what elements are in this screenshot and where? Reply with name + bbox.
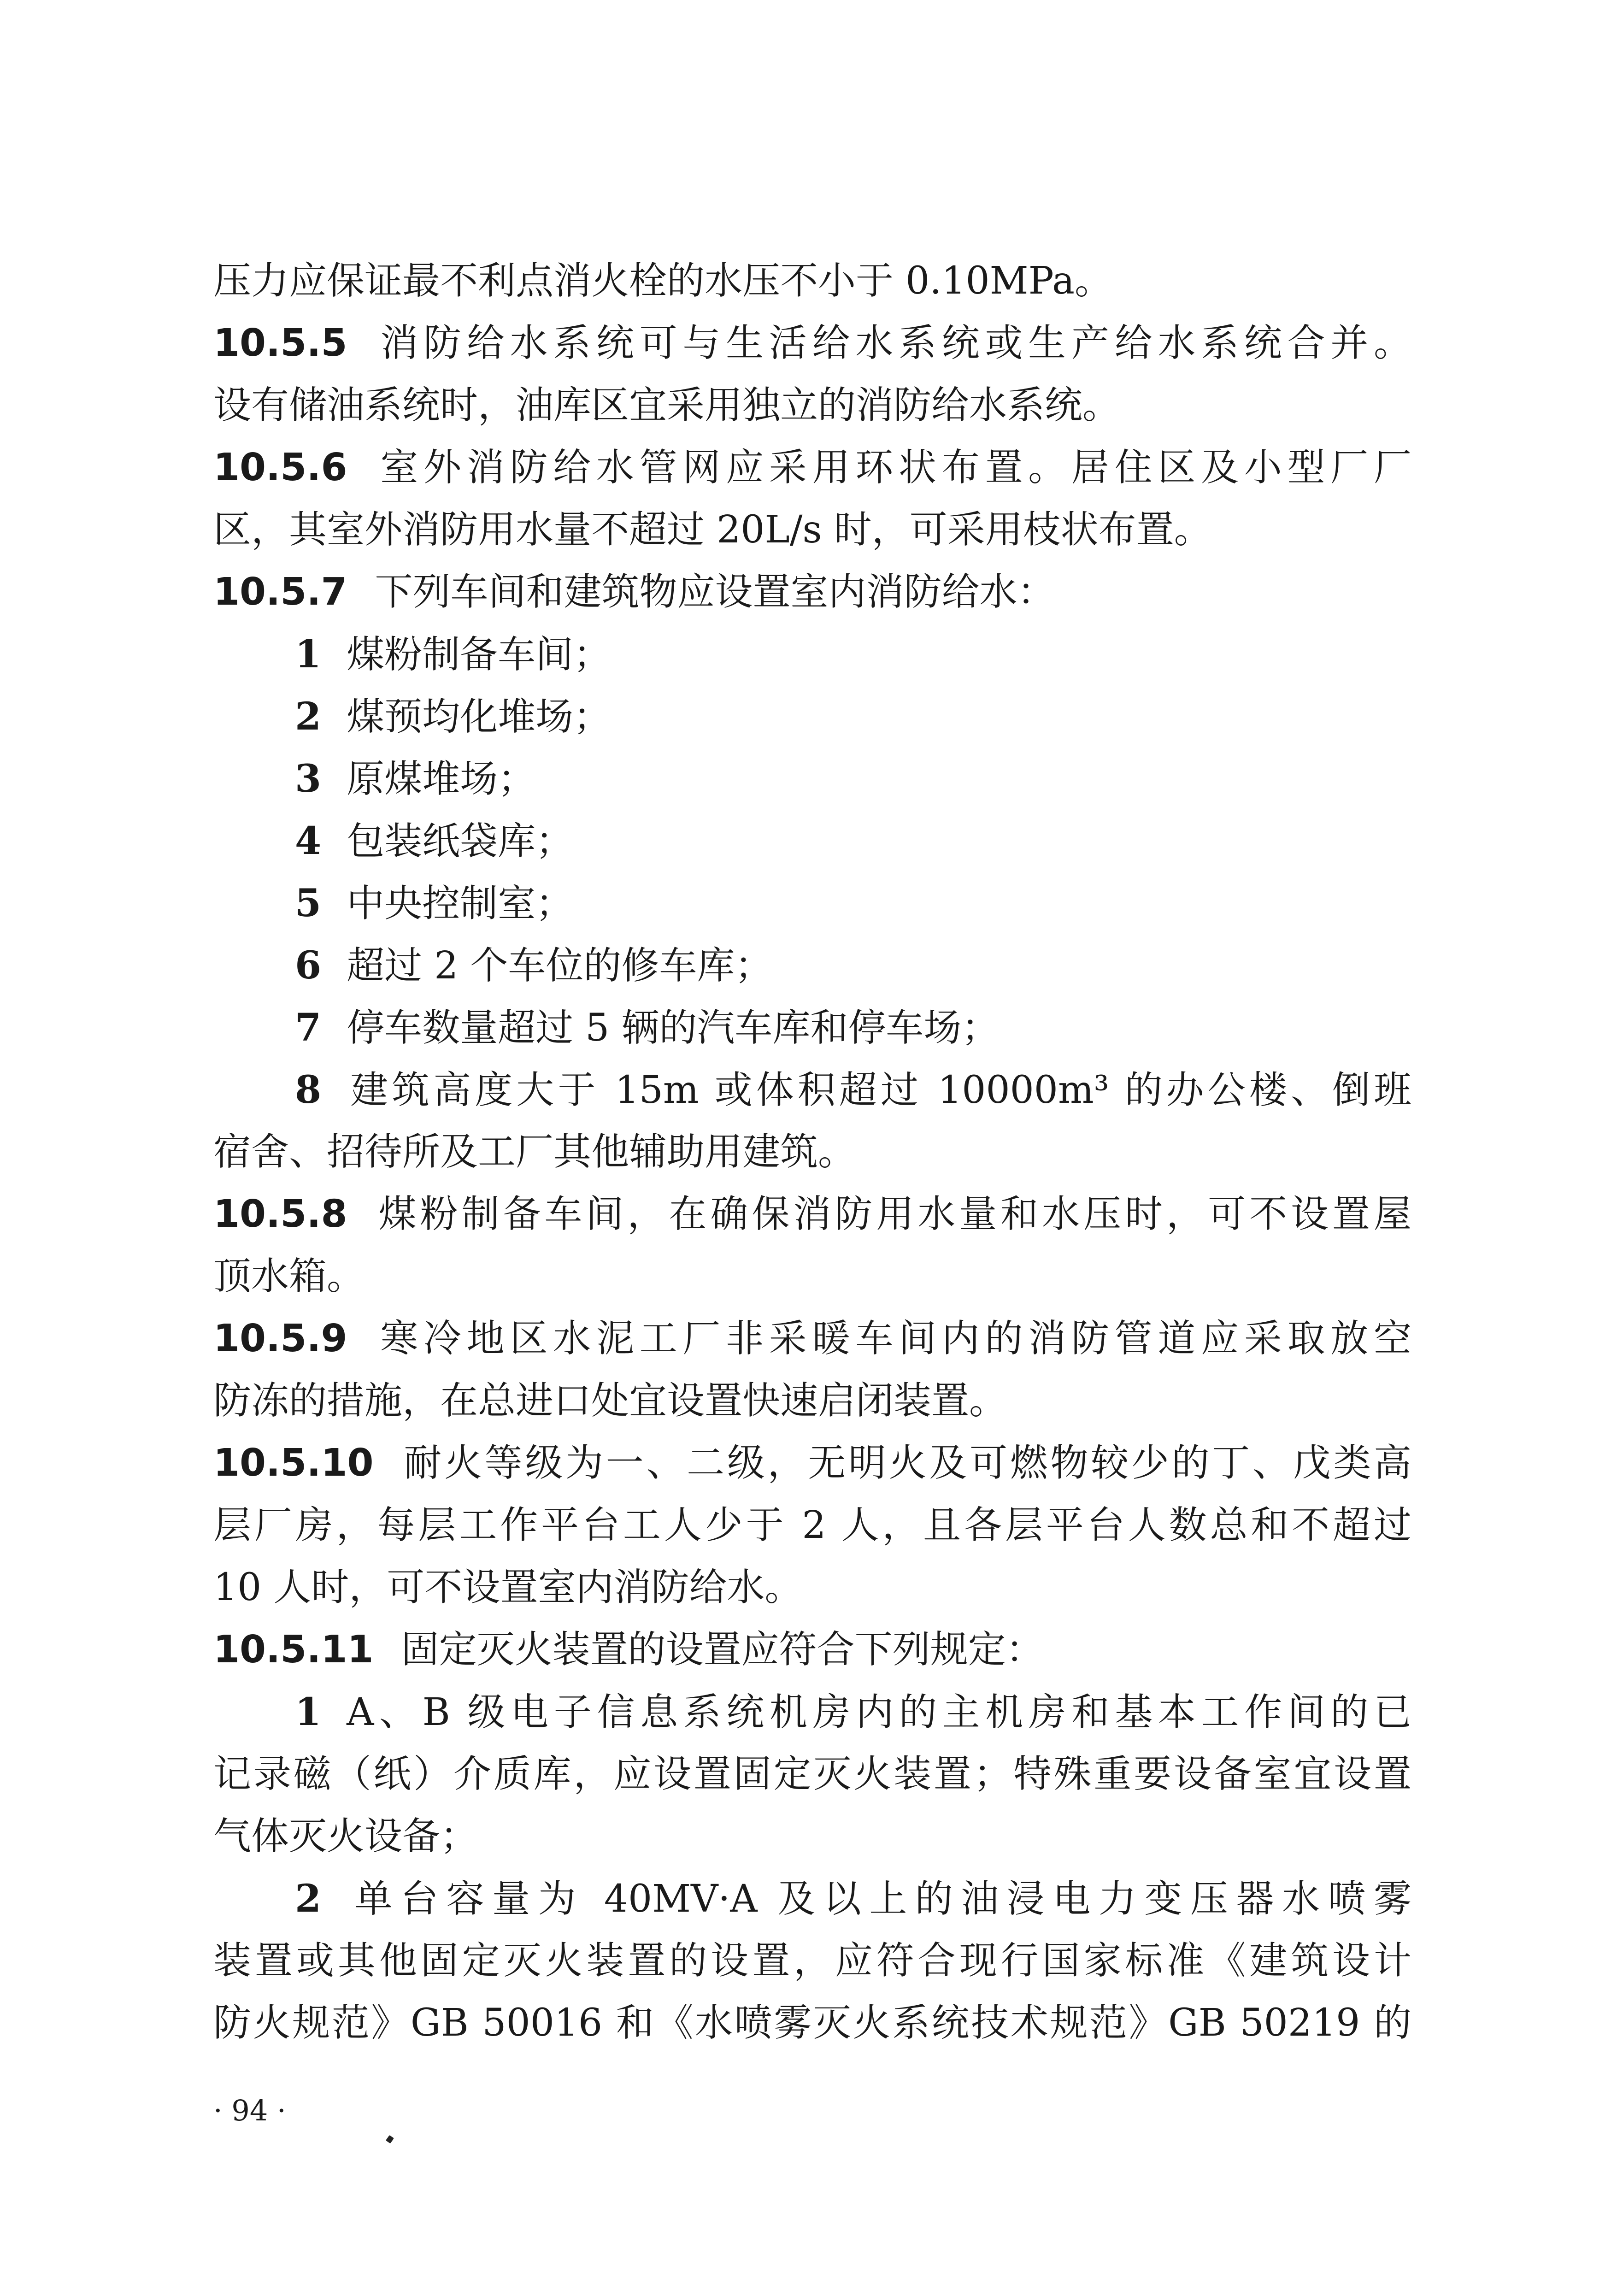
clause-number: 10.5.10	[213, 1441, 374, 1485]
text-line	[213, 507, 1411, 553]
line-text: 层厂房，每层工作平台工人少于 2 人，且各层平台人数总和不超过	[213, 1503, 1411, 1547]
text-line	[213, 1565, 1411, 1611]
line-text: 设有储油系统时，油库区宜采用独立的消防给水系统。	[213, 383, 1121, 427]
text-line	[213, 1316, 1411, 1362]
line-text: 中央控制室；	[347, 882, 574, 925]
item-number: 6	[295, 943, 322, 988]
text-line	[295, 631, 1410, 677]
text-line	[295, 694, 1410, 740]
text-line	[213, 1502, 1411, 1548]
text-line	[213, 569, 1411, 615]
clause-number: 10.5.6	[213, 446, 347, 489]
text-line	[295, 1689, 1411, 1735]
text-line	[295, 1876, 1411, 1922]
text-line	[295, 1067, 1411, 1113]
line-text: 煤预均化堆场；	[347, 695, 612, 739]
line-text: 气体灭火设备；	[213, 1814, 478, 1858]
line-text: A、B 级电子信息系统机房内的主机房和基本工作间的已	[347, 1690, 1411, 1734]
line-text: 区，其室外消防用水量不超过 20L/s 时，可采用枝状布置。	[213, 508, 1212, 552]
line-text: 防火规范》GB 50016 和《水喷雾灭火系统技术规范》GB 50219 的	[213, 2001, 1411, 2045]
line-text: 宿舍、招待所及工厂其他辅助用建筑。	[213, 1130, 856, 1174]
line-text: 耐火等级为一、二级，无明火及可燃物较少的丁、戊类高	[401, 1441, 1411, 1485]
text-line	[213, 1627, 1411, 1673]
line-text: 寒冷地区水泥工厂非采暖车间内的消防管道应采取放空	[375, 1317, 1411, 1360]
line-text: 防冻的措施，在总进口处宜设置快速启闭装置。	[213, 1379, 1007, 1423]
clause-number: 10.5.11	[213, 1628, 374, 1672]
item-number: 5	[295, 881, 322, 925]
clause-number: 10.5.8	[213, 1192, 347, 1236]
text-line	[213, 445, 1411, 491]
page-number: · 94 ·	[213, 2094, 286, 2127]
line-text: 下列车间和建筑物应设置室内消防给水：	[375, 570, 1055, 614]
item-number: 1	[295, 632, 322, 677]
item-number: 8	[295, 1068, 322, 1112]
line-text: 煤粉制备车间，在确保消防用水量和水压时，可不设置屋	[375, 1192, 1411, 1236]
text-line	[213, 1378, 1411, 1424]
text-line	[213, 1813, 1411, 1860]
text-line	[213, 1254, 1411, 1300]
item-number: 2	[295, 695, 322, 739]
line-text: 单台容量为 40MV·A 及以上的油浸电力变压器水喷雾	[347, 1877, 1411, 1921]
line-text: 消防给水系统可与生活给水系统或生产给水系统合并。	[375, 321, 1411, 365]
item-number: 3	[295, 757, 322, 801]
line-text: 原煤堆场；	[347, 757, 536, 801]
text-line	[213, 2000, 1411, 2046]
text-line	[213, 258, 1411, 304]
line-text: 煤粉制备车间；	[347, 633, 612, 677]
item-number: 7	[295, 1006, 322, 1050]
line-text: 包装纸袋库；	[347, 819, 574, 863]
line-text: 超过 2 个车位的修车库；	[347, 944, 773, 988]
clause-number: 10.5.7	[213, 570, 347, 614]
line-text: 装置或其他固定灭火装置的设置，应符合现行国家标准《建筑设计	[213, 1939, 1411, 1983]
clause-number: 10.5.5	[213, 321, 347, 365]
line-text: 建筑高度大于 15m 或体积超过 10000m³ 的办公楼、倒班	[347, 1068, 1411, 1112]
text-line	[213, 1751, 1411, 1797]
line-text: 压力应保证最不利点消火栓的水压不小于 0.10MPa。	[213, 259, 1112, 303]
text-line	[213, 383, 1411, 429]
text-line	[213, 1129, 1411, 1175]
text-line	[295, 818, 1410, 864]
stray-mark	[386, 2135, 394, 2143]
text-line	[295, 756, 1410, 802]
line-text: 顶水箱。	[213, 1254, 365, 1298]
text-line	[295, 880, 1410, 926]
text-line	[213, 1440, 1411, 1486]
line-text: 10 人时，可不设置室内消防给水。	[213, 1566, 803, 1609]
text-line	[295, 942, 1410, 989]
text-line	[213, 1191, 1411, 1237]
text-line	[213, 1938, 1411, 1984]
line-text: 室外消防给水管网应采用环状布置。居住区及小型厂厂	[375, 446, 1411, 489]
line-text: 记录磁（纸）介质库，应设置固定灭火装置；特殊重要设备室宜设置	[213, 1752, 1411, 1796]
text-line	[213, 320, 1411, 366]
item-number: 1	[295, 1690, 322, 1734]
clause-number: 10.5.9	[213, 1317, 347, 1360]
item-number: 4	[295, 819, 322, 863]
item-number: 2	[295, 1877, 322, 1921]
text-line	[295, 1005, 1410, 1051]
line-text: 固定灭火装置的设置应符合下列规定：	[401, 1628, 1044, 1672]
line-text: 停车数量超过 5 辆的汽车库和停车场；	[347, 1006, 1000, 1050]
